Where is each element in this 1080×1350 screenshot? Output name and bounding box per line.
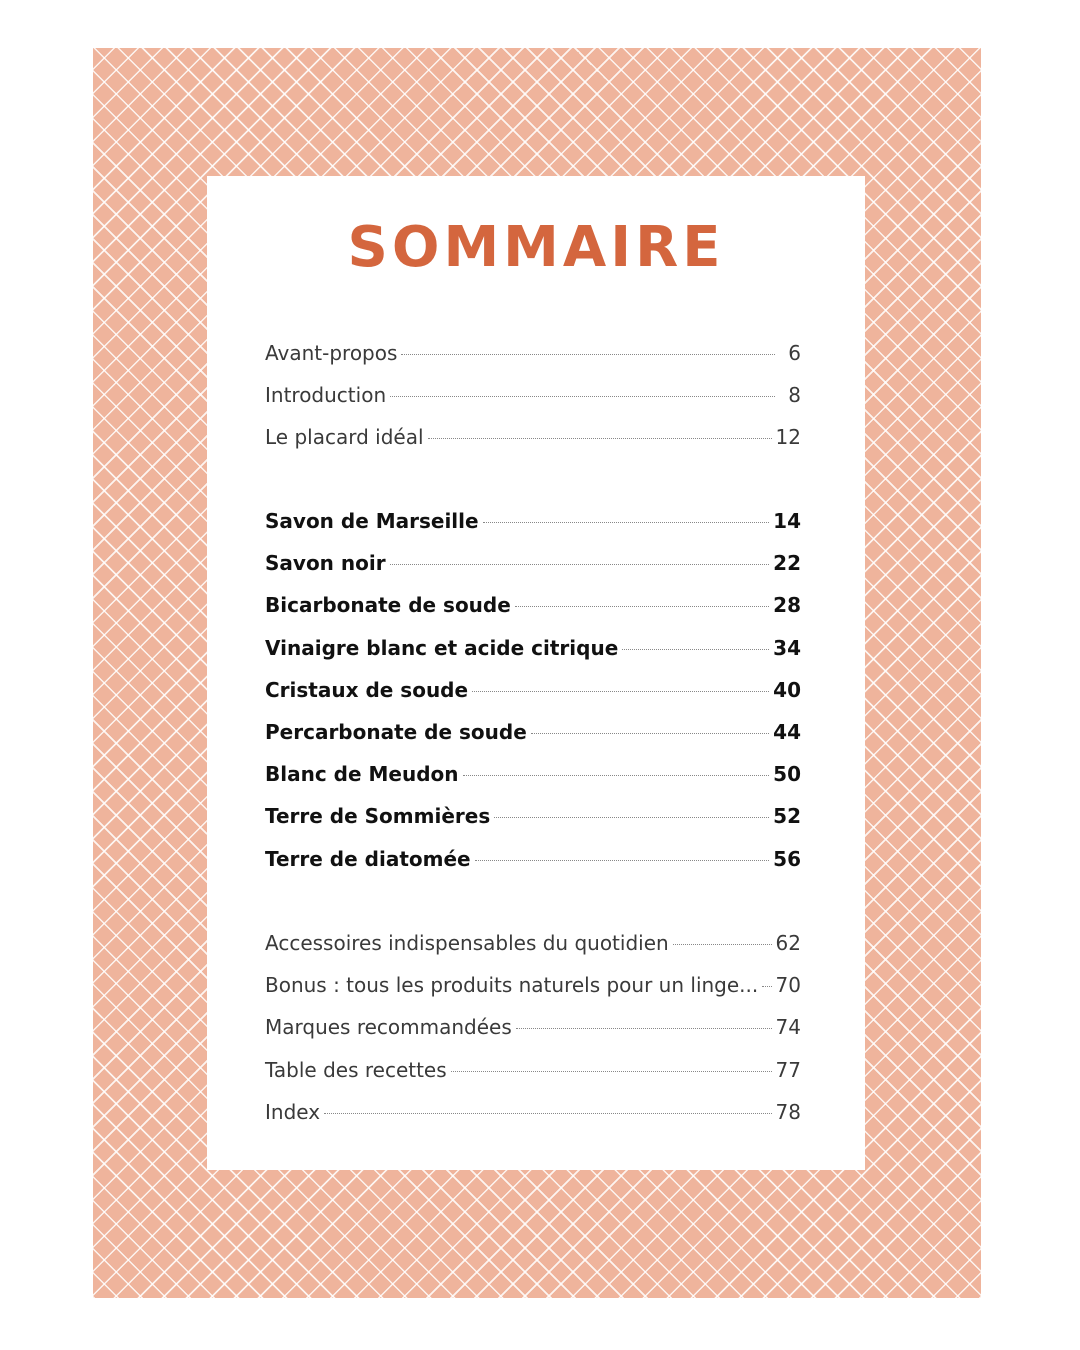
toc-entry (265, 1049, 801, 1091)
toc-entry (265, 711, 801, 753)
toc-entry (265, 669, 801, 711)
dot-leader (428, 438, 772, 439)
toc-entry-label: Savon noir (265, 551, 386, 576)
toc-entry-page: 6 (788, 341, 801, 365)
toc-entry-label: Introduction (265, 383, 387, 408)
toc-entry-label: Bonus : tous les produits naturels pour un linge... (265, 973, 759, 998)
dot-leader (531, 733, 769, 734)
dot-leader (401, 354, 775, 355)
toc-section-front (265, 332, 801, 459)
dot-leader (475, 860, 770, 861)
toc-entry (265, 542, 801, 584)
toc-entry (265, 584, 801, 626)
contents-card (207, 176, 865, 1170)
toc-entry (265, 838, 801, 880)
toc-entry-page: 62 (775, 931, 801, 955)
dot-leader (762, 986, 771, 987)
toc-entry-page: 56 (773, 846, 801, 871)
page-title: SOMMAIRE (347, 215, 725, 280)
toc-entry-label: Percarbonate de soude (265, 719, 527, 744)
toc-entry (265, 922, 801, 964)
toc-entry-label: Savon de Marseille (265, 509, 479, 533)
toc-entry-label: Index (265, 1099, 321, 1124)
toc-entry-label: Le placard idéal (265, 425, 424, 450)
toc-entry-page: 44 (773, 719, 801, 744)
toc-entry (265, 374, 801, 416)
toc-entry (265, 332, 801, 374)
toc-entry-page: 34 (773, 635, 801, 660)
dot-leader (324, 1113, 771, 1114)
toc-entry-page: 28 (773, 593, 801, 618)
toc-entry-page: 14 (773, 509, 801, 533)
dot-leader (451, 1071, 772, 1072)
toc-entry-label: Cristaux de soude (265, 677, 469, 702)
toc-entry (265, 1091, 801, 1133)
toc-entry-label: Accessoires indispensables du quotidien (265, 931, 669, 955)
toc-section-products (265, 500, 801, 880)
toc-entry-page: 78 (775, 1099, 801, 1124)
toc-entry-page: 77 (775, 1057, 801, 1082)
toc-entry-page: 52 (773, 804, 801, 829)
dot-leader (515, 606, 769, 607)
toc-section-back (265, 922, 801, 1133)
toc-entry (265, 795, 801, 837)
toc-entry-page: 12 (775, 425, 801, 450)
toc-entry-label: Blanc de Meudon (265, 762, 459, 787)
toc-entry (265, 627, 801, 669)
toc-entry (265, 1006, 801, 1048)
dot-leader (673, 944, 772, 945)
toc-entry-label: Bicarbonate de soude (265, 593, 511, 618)
toc-entry-label: Avant-propos (265, 341, 398, 365)
dot-leader (483, 522, 770, 523)
toc-entry-page: 50 (773, 762, 801, 787)
dot-leader (390, 564, 770, 565)
dot-leader (390, 396, 775, 397)
toc-entry-page: 74 (775, 1015, 801, 1040)
dot-leader (494, 817, 769, 818)
toc-entry-label: Vinaigre blanc et acide citrique (265, 635, 619, 660)
toc-entry-page: 22 (773, 551, 801, 576)
toc-entry-page: 40 (773, 677, 801, 702)
toc-entry (265, 753, 801, 795)
toc-entry-label: Terre de diatomée (265, 846, 471, 871)
dot-leader (516, 1028, 772, 1029)
toc-entry-label: Marques recommandées (265, 1015, 512, 1040)
dot-leader (622, 649, 769, 650)
toc-entry-label: Terre de Sommières (265, 804, 491, 829)
toc-entry-page: 8 (788, 383, 801, 408)
toc-entry-label: Table des recettes (265, 1057, 447, 1082)
toc-entry (265, 416, 801, 458)
toc-entry (265, 500, 801, 542)
dot-leader (472, 691, 769, 692)
toc-entry (265, 964, 801, 1006)
toc-entry-page: 70 (775, 973, 801, 998)
dot-leader (463, 775, 770, 776)
